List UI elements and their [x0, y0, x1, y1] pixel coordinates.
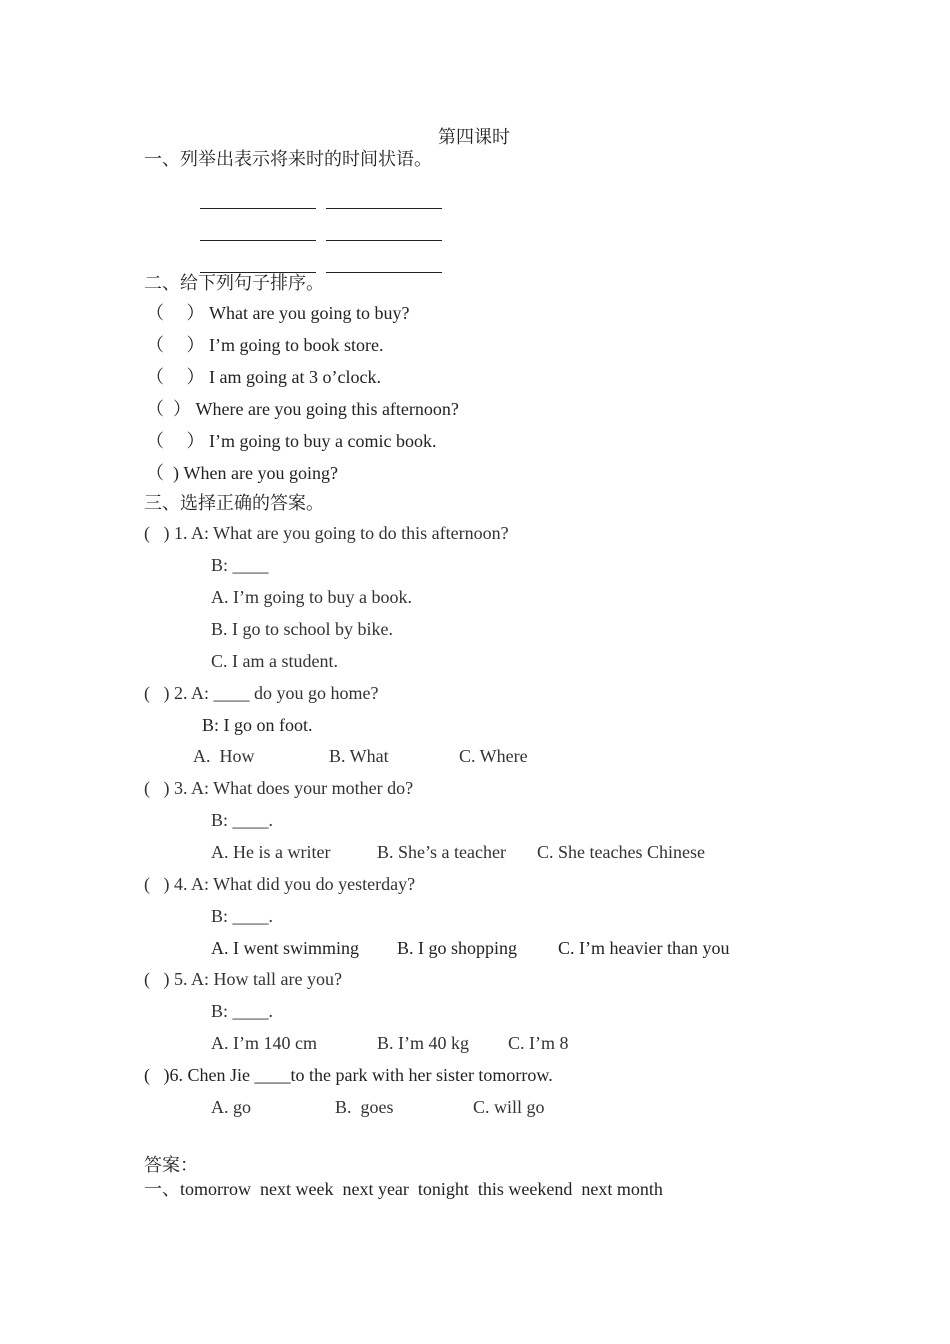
- order-paren[interactable]: （ ）: [146, 335, 205, 355]
- answers-line-1: 一、tomorrow next week next year tonight this weekend next month: [144, 1179, 663, 1199]
- q3-option-b[interactable]: B. She’s a teacher: [377, 842, 506, 862]
- q1-reply: B: ____: [211, 555, 269, 575]
- page-title: 第四课时: [438, 127, 510, 147]
- question-5: ( ) 5. A: How tall are you?: [144, 969, 342, 989]
- q6-option-c[interactable]: C. will go: [473, 1097, 545, 1117]
- order-item: [146, 366, 381, 388]
- order-item: [146, 462, 338, 484]
- q2-option-a[interactable]: A. How: [193, 746, 255, 766]
- question-1: ( ) 1. A: What are you going to do this afternoon?: [144, 523, 509, 543]
- answers-heading: 答案：: [144, 1155, 198, 1175]
- blank-row-2: [200, 228, 452, 230]
- order-paren[interactable]: （ ): [146, 463, 179, 483]
- question-2: ( ) 2. A: ____ do you go home?: [144, 683, 379, 703]
- blank-line[interactable]: [200, 239, 316, 241]
- q6-option-a[interactable]: A. go: [211, 1097, 251, 1117]
- q4-option-a[interactable]: A. I went swimming: [211, 938, 359, 958]
- order-paren[interactable]: （ ）: [146, 303, 205, 323]
- order-text: Where are you going this afternoon?: [195, 399, 459, 419]
- order-item: [146, 398, 459, 420]
- order-text: I’m going to buy a comic book.: [209, 431, 437, 451]
- q5-option-c[interactable]: C. I’m 8: [508, 1033, 569, 1053]
- order-text: What are you going to buy?: [209, 303, 410, 323]
- order-item: [146, 334, 383, 356]
- q4-option-c[interactable]: C. I’m heavier than you: [558, 938, 730, 958]
- order-paren[interactable]: （ ）: [146, 431, 205, 451]
- q2-option-c[interactable]: C. Where: [459, 746, 528, 766]
- q5-reply: B: ____.: [211, 1001, 274, 1021]
- order-paren[interactable]: （ ）: [146, 399, 191, 419]
- blank-line[interactable]: [326, 239, 442, 241]
- order-item: [146, 430, 436, 452]
- q4-option-b[interactable]: B. I go shopping: [397, 938, 518, 958]
- order-text: I’m going to book store.: [209, 335, 384, 355]
- q3-option-c[interactable]: C. She teaches Chinese: [537, 842, 705, 862]
- blank-line[interactable]: [326, 271, 442, 273]
- blank-row-3: [200, 260, 452, 262]
- q6-option-b[interactable]: B. goes: [335, 1097, 394, 1117]
- q2-option-b[interactable]: B. What: [329, 746, 389, 766]
- section1-heading: 一、列举出表示将来时的时间状语。: [144, 149, 432, 169]
- blank-line[interactable]: [326, 207, 442, 209]
- question-4: ( ) 4. A: What did you do yesterday?: [144, 874, 416, 894]
- blank-row-1: [200, 196, 452, 198]
- order-paren[interactable]: （ ）: [146, 367, 205, 387]
- order-text: When are you going?: [183, 463, 338, 483]
- section2-heading: 二、给下列句子排序。: [144, 273, 324, 293]
- q5-option-b[interactable]: B. I’m 40 kg: [377, 1033, 469, 1053]
- q4-reply: B: ____.: [211, 906, 274, 926]
- question-3: ( ) 3. A: What does your mother do?: [144, 778, 414, 798]
- q1-option-c[interactable]: C. I am a student.: [211, 651, 338, 671]
- section3-heading: 三、选择正确的答案。: [144, 493, 324, 513]
- order-text: I am going at 3 o’clock.: [209, 367, 381, 387]
- question-6: ( )6. Chen Jie ____to the park with her sister tomorrow.: [144, 1065, 553, 1085]
- order-item: [146, 302, 409, 324]
- q1-option-b[interactable]: B. I go to school by bike.: [211, 619, 393, 639]
- q2-reply: B: I go on foot.: [202, 715, 313, 735]
- q3-option-a[interactable]: A. He is a writer: [211, 842, 331, 862]
- q5-option-a[interactable]: A. I’m 140 cm: [211, 1033, 317, 1053]
- q3-reply: B: ____.: [211, 810, 274, 830]
- q1-option-a[interactable]: A. I’m going to buy a book.: [211, 587, 412, 607]
- blank-line[interactable]: [200, 207, 316, 209]
